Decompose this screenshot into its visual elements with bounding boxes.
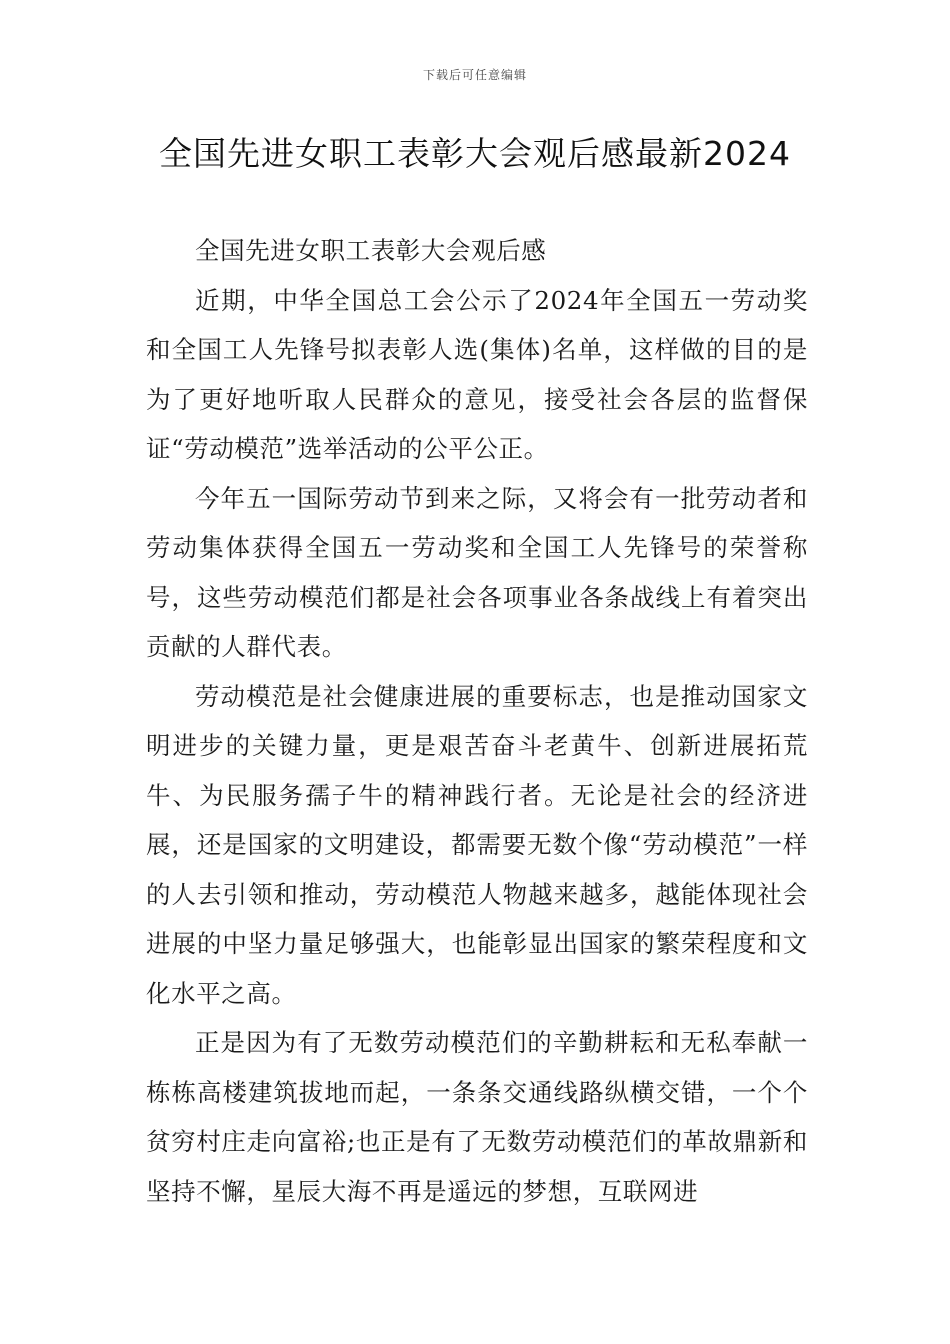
document-body	[146, 226, 808, 1216]
document-title: 全国先进女职工表彰大会观后感最新2024	[159, 134, 791, 173]
paragraph: 正是因为有了无数劳动模范们的辛勤耕耘和无私奉献一栋栋高楼建筑拔地而起，一条条交通线路纵横交错，一个个贫穷村庄走向富裕;也正是有了无数劳动模范们的革故鼎新和坚持不懈，星辰大海不再是遥远的梦想，互联网进	[146, 1028, 808, 1206]
paragraph: 今年五一国际劳动节到来之际，又将会有一批劳动者和劳动集体获得全国五一劳动奖和全国工人先锋号的荣誉称号，这些劳动模范们都是社会各项事业各条战线上有着突出贡献的人群代表。	[146, 483, 808, 661]
paragraph: 劳动模范是社会健康进展的重要标志，也是推动国家文明进步的关键力量，更是艰苦奋斗老黄牛、创新进展拓荒牛、为民服务孺子牛的精神践行者。无论是社会的经济进展，还是国家的文明建设，都需要无数个像“劳动模范”一样的人去引领和推动，劳动模范人物越来越多，越能体现社会进展的中坚力量足够强大，也能彰显出国家的繁荣程度和文化水平之高。	[146, 681, 808, 1008]
paragraph-subtitle: 全国先进女职工表彰大会观后感	[195, 236, 547, 265]
paragraph: 近期，中华全国总工会公示了2024年全国五一劳动奖和全国工人先锋号拟表彰人选(集体)名单，这样做的目的是为了更好地听取人民群众的意见，接受社会各层的监督保证“劳动模范”选举活动的公平公正。	[146, 285, 808, 463]
header-note: 下载后可任意编辑	[422, 68, 527, 82]
